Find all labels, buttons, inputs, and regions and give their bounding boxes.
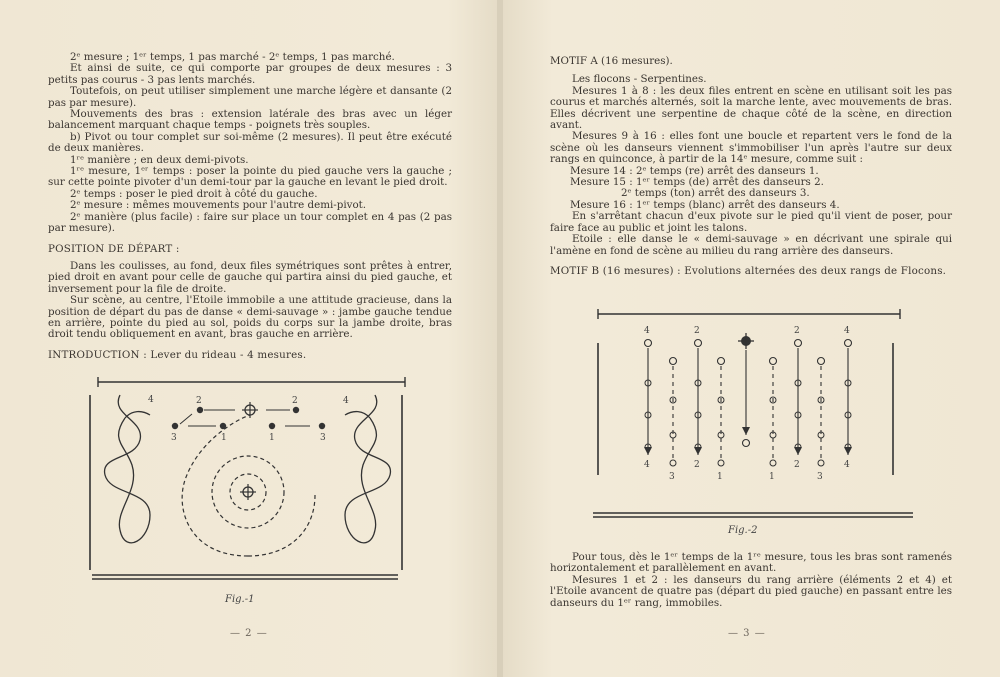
fig1-caption: Fig.-1 bbox=[225, 594, 255, 605]
left-text-block bbox=[48, 52, 452, 367]
fig2-label-top-1: 4 bbox=[644, 326, 650, 336]
motif-a-heading: MOTIF A (16 mesures). bbox=[550, 55, 673, 67]
right-text-bottom bbox=[550, 552, 952, 609]
figure-1 bbox=[80, 370, 420, 610]
fig2-label-inner-3: 1 bbox=[769, 472, 775, 482]
fig2-caption: Fig.-2 bbox=[728, 525, 758, 536]
right-page bbox=[503, 0, 1000, 677]
line-mouvements-bras: Mouvements des bras : extension latérale des bras avec un léger balancement marquant chaque temps - poignets très souples. bbox=[48, 108, 452, 132]
fig2-label-top-4: 4 bbox=[844, 326, 850, 336]
line-toutefois: Toutefois, on peut utiliser simplement une marche légère et dansante (2 pas par mesure). bbox=[48, 85, 452, 109]
line-1re-maniere: 1ʳᵉ manière ; en deux demi-pivots. bbox=[70, 153, 249, 166]
mesure-16: Mesure 16 : 1ᵉʳ temps (blanc) arrêt des danseurs 4. bbox=[570, 198, 840, 211]
fig1-label-top-1: 4 bbox=[148, 395, 154, 405]
line-pivot: b) Pivot ou tour complet sur soi-même (2 mesures). Il peut être exécuté de deux manières. bbox=[48, 130, 452, 155]
mesure-14: Mesure 14 : 2ᵉ temps (re) arrêt des danseurs 1. bbox=[570, 164, 819, 177]
line-2e-maniere: 2ᵉ manière (plus facile) : faire sur place un tour complet en 4 pas (2 pas par mesure). bbox=[48, 210, 452, 235]
position-paragraph-2: Sur scène, au centre, l'Etoile immobile a une attitude gracieuse, dans la position de départ du pas de danse « demi-sauvage » : jambe gauche tendue en arrière, pointe du pied au sol, poids du corps sur la jambe droite, bras droit tendu obliquement en avant, bras gauche en arrière. bbox=[48, 294, 452, 341]
fig2-label-inner-2: 1 bbox=[717, 472, 723, 482]
introduction-heading: INTRODUCTION : Lever du rideau - 4 mesures. bbox=[48, 348, 307, 361]
position-paragraph-1: Dans les coulisses, au fond, deux files symétriques sont prêtes à entrer, pied droit en avant pour celle de gauche qui partira ainsi du pied gauche, et inversement pour la file de droite. bbox=[48, 259, 452, 295]
arret-paragraph: En s'arrêtant chacun d'eux pivote sur le pied qu'il vient de poser, pour faire face au public et joint les talons. bbox=[550, 210, 952, 234]
line-2e-mesure: 2ᵉ mesure ; 1ᵉʳ temps, 1 pas marché - 2ᵉ temps, 1 pas marché. bbox=[70, 51, 395, 63]
fig2-label-top-3: 2 bbox=[794, 326, 800, 336]
fig2-label-bottom-3: 2 bbox=[794, 460, 800, 470]
fig1-label-bottom-3: 1 bbox=[269, 433, 275, 443]
pour-tous-paragraph: Pour tous, dès le 1ᵉʳ temps de la 1ʳᵉ mesure, tous les bras sont ramenés horizontalement et parallèlement en avant. bbox=[550, 551, 952, 575]
fig1-label-top-2: 2 bbox=[196, 396, 202, 406]
right-page-number: — 3 — bbox=[728, 628, 766, 639]
etoile-paragraph: Etoile : elle danse le « demi-sauvage » en décrivant une spirale qui l'amène en fond de scène au milieu du rang arrière des danseurs. bbox=[550, 233, 952, 257]
mesure-15a: Mesure 15 : 1ᵉʳ temps (de) arrêt des danseurs 2. bbox=[570, 176, 824, 189]
left-page bbox=[0, 0, 497, 677]
fig2-label-bottom-1: 4 bbox=[644, 460, 650, 470]
fig2-label-inner-1: 3 bbox=[669, 472, 675, 482]
fig1-label-top-3: 2 bbox=[292, 396, 298, 406]
fig2-label-bottom-2: 2 bbox=[694, 460, 700, 470]
position-heading: POSITION DE DÉPART : bbox=[48, 242, 180, 255]
fig1-label-bottom-1: 3 bbox=[171, 433, 177, 443]
mesures-9-16: Mesures 9 à 16 : elles font une boucle et repartent vers le fond de la scène où les danseurs viennent s'immobiliser l'un après l'autre sur deux rangs en quinconce, à partir de la 14ᵉ mesure, comme suit : bbox=[550, 130, 952, 166]
line-2e-temps: 2ᵉ temps : poser le pied droit à côté du gauche. bbox=[70, 187, 318, 200]
line-ainsi-de-suite: Et ainsi de suite, ce qui comporte par groupes de deux mesures : 3 petits pas courus - 3 pas lents marchés. bbox=[48, 62, 452, 86]
line-1re-mesure: 1ʳᵉ mesure, 1ᵉʳ temps : poser la pointe du pied gauche vers la gauche ; sur cette pointe pivoter d'un demi-tour par la gauche en levant le pied droit. bbox=[48, 165, 452, 189]
fig1-label-bottom-2: 1 bbox=[221, 433, 227, 443]
figure-2 bbox=[588, 305, 928, 545]
fig2-label-bottom-4: 4 bbox=[844, 460, 850, 470]
fig1-label-top-4: 4 bbox=[343, 396, 349, 406]
line-2e-mesure-pivot: 2ᵉ mesure : mêmes mouvements pour l'autre demi-pivot. bbox=[70, 199, 367, 212]
fig2-label-inner-4: 3 bbox=[817, 472, 823, 482]
fig1-label-bottom-4: 3 bbox=[320, 433, 326, 443]
left-page-number: — 2 — bbox=[230, 628, 268, 639]
mesures-1-8: Mesures 1 à 8 : les deux files entrent en scène en utilisant soit les pas courus et marchés alternés, soit la marche lente, avec mouvements de bras. Elles décrivent une serpentine de chaque côté de la scène, en direction avant. bbox=[550, 84, 952, 132]
mesures-1-2-paragraph: Mesures 1 et 2 : les danseurs du rang arrière (éléments 2 et 4) et l'Etoile avancent de quatre pas (départ du pied gauche) en passant entre les danseurs du 1ᵉʳ rang, immobiles. bbox=[550, 573, 952, 609]
motif-b-heading: MOTIF B (16 mesures) : Evolutions alternées des deux rangs de Flocons. bbox=[550, 264, 947, 277]
fig2-label-top-2: 2 bbox=[694, 326, 700, 336]
flocons-line: Les flocons - Serpentines. bbox=[572, 73, 707, 86]
mesure-15b: 2ᵉ temps (ton) arrêt des danseurs 3. bbox=[621, 187, 810, 200]
right-text-block bbox=[550, 56, 952, 283]
